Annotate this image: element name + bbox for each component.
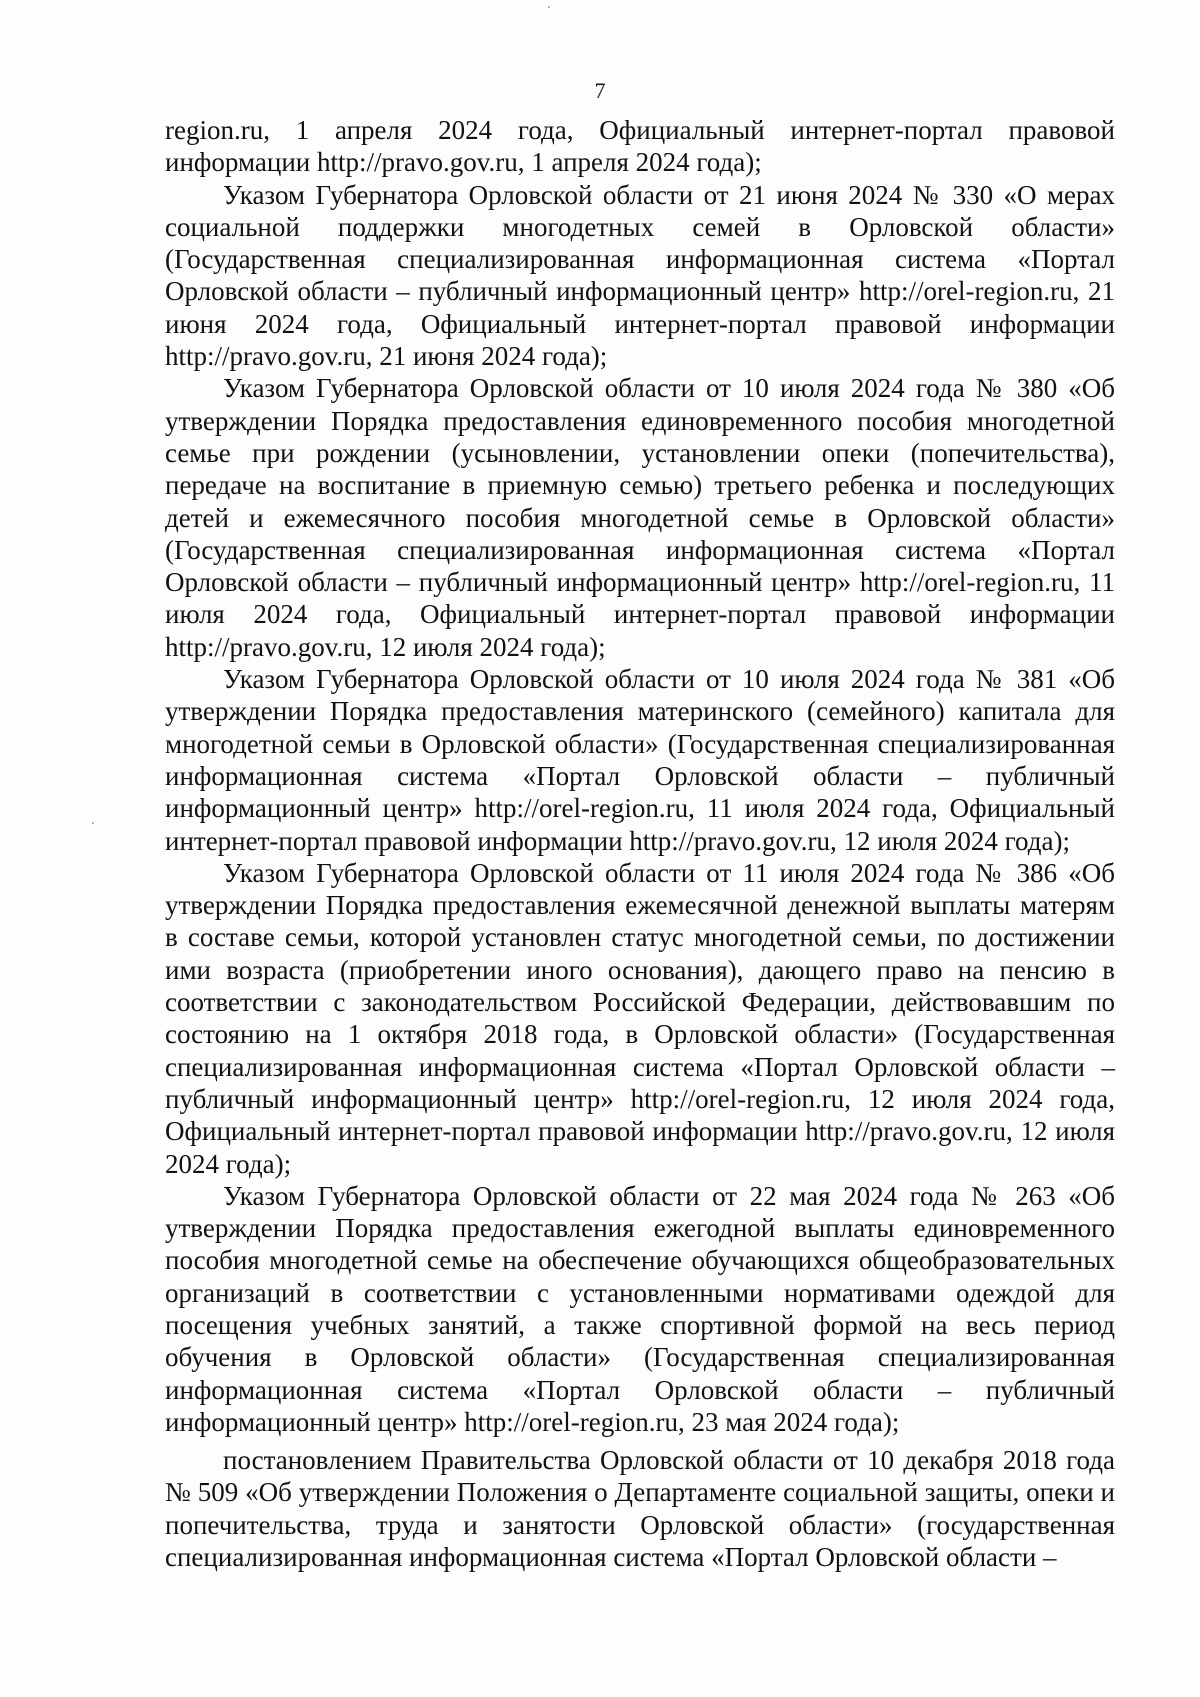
paragraph-decree-381: Указом Губернатора Орловской области от 10 июля 2024 года № 381 «Об утверждении Порядка предоставления материнского (семейного) капитала для многодетной семьи в Орловской области» (Государственная специализированная информационная система «Портал Орловской области – публичный информационный центр» http://orel-region.ru, 11 июля 2024 года, Официальный интернет-портал правовой информации http://pravo.gov.ru, 12 июля 2024 года); — [165, 664, 1115, 856]
scan-speck — [92, 822, 94, 824]
paragraph-decree-330: Указом Губернатора Орловской области от 21 июня 2024 № 330 «О мерах социальной поддержки многодетных семей в Орловской области» (Государственная специализированная информационная система «Портал Орловской области – публичный информационный центр» http://orel-region.ru, 21 июня 2024 года, Официальный интернет-портал правовой информации http://pravo.gov.ru, 21 июня 2024 года); — [165, 179, 1115, 372]
paragraph-decree-380: Указом Губернатора Орловской области от 10 июля 2024 года № 380 «Об утверждении Порядка предоставления единовременного пособия многодетной семье при рождении (усыновлении, установлении опеки (попечительства), передаче на воспитание в приемную семью) третьего ребенка и последующих детей и ежемесячного пособия многодетной семье в Орловской области» (Государственная специализированная информационная система «Портал Орловской области – публичный информационный центр» http://orel-region.ru, 11 июля 2024 года, Официальный интернет-портал правовой информации http://pravo.gov.ru, 12 июля 2024 года); — [165, 373, 1115, 662]
paragraph-decree-386: Указом Губернатора Орловской области от 11 июля 2024 года № 386 «Об утверждении Порядка предоставления ежемесячной денежной выплаты матерям в составе семьи, которой установлен статус многодетной семьи, по достижении ими возраста (приобретении иного основания), дающего право на пенсию в соответствии с законодательством Российской Федерации, действовавшим по состоянию на 1 октября 2018 года, в Орловской области» (Государственная специализированная информационная система «Портал Орловской области – публичный информационный центр» http://orel-region.ru, 12 июля 2024 года, Официальный интернет-портал правовой информации http://pravo.gov.ru, 12 июля 2024 года); — [165, 857, 1115, 1179]
scan-speck — [548, 6, 550, 8]
page-number: 7 — [594, 78, 606, 103]
document-body — [165, 114, 1115, 1573]
paragraph-decree-263: Указом Губернатора Орловской области от 22 мая 2024 года № 263 «Об утверждении Порядка предоставления ежегодной выплаты единовременного пособия многодетной семье на обеспечение обучающихся общеобразовательных организаций в соответствии с установленными нормативами одеждой для посещения учебных занятий, а также спортивной формой на весь период обучения в Орловской области» (Государственная специализированная информационная система «Портал Орловской области – публичный информационный центр» http://orel-region.ru, 23 мая 2024 года); — [165, 1180, 1115, 1437]
paragraph-continuation: region.ru, 1 апреля 2024 года, Официальный интернет-портал правовой информации http://pravo.gov.ru, 1 апреля 2024 года); — [165, 115, 1115, 178]
paragraph-resolution-509: постановлением Правительства Орловской области от 10 декабря 2018 года № 509 «Об утверждении Положения о Департаменте социальной защиты, опеки и попечительства, труда и занятости Орловской области» (государственная специализированная информационная система «Портал Орловской области – — [165, 1445, 1115, 1573]
